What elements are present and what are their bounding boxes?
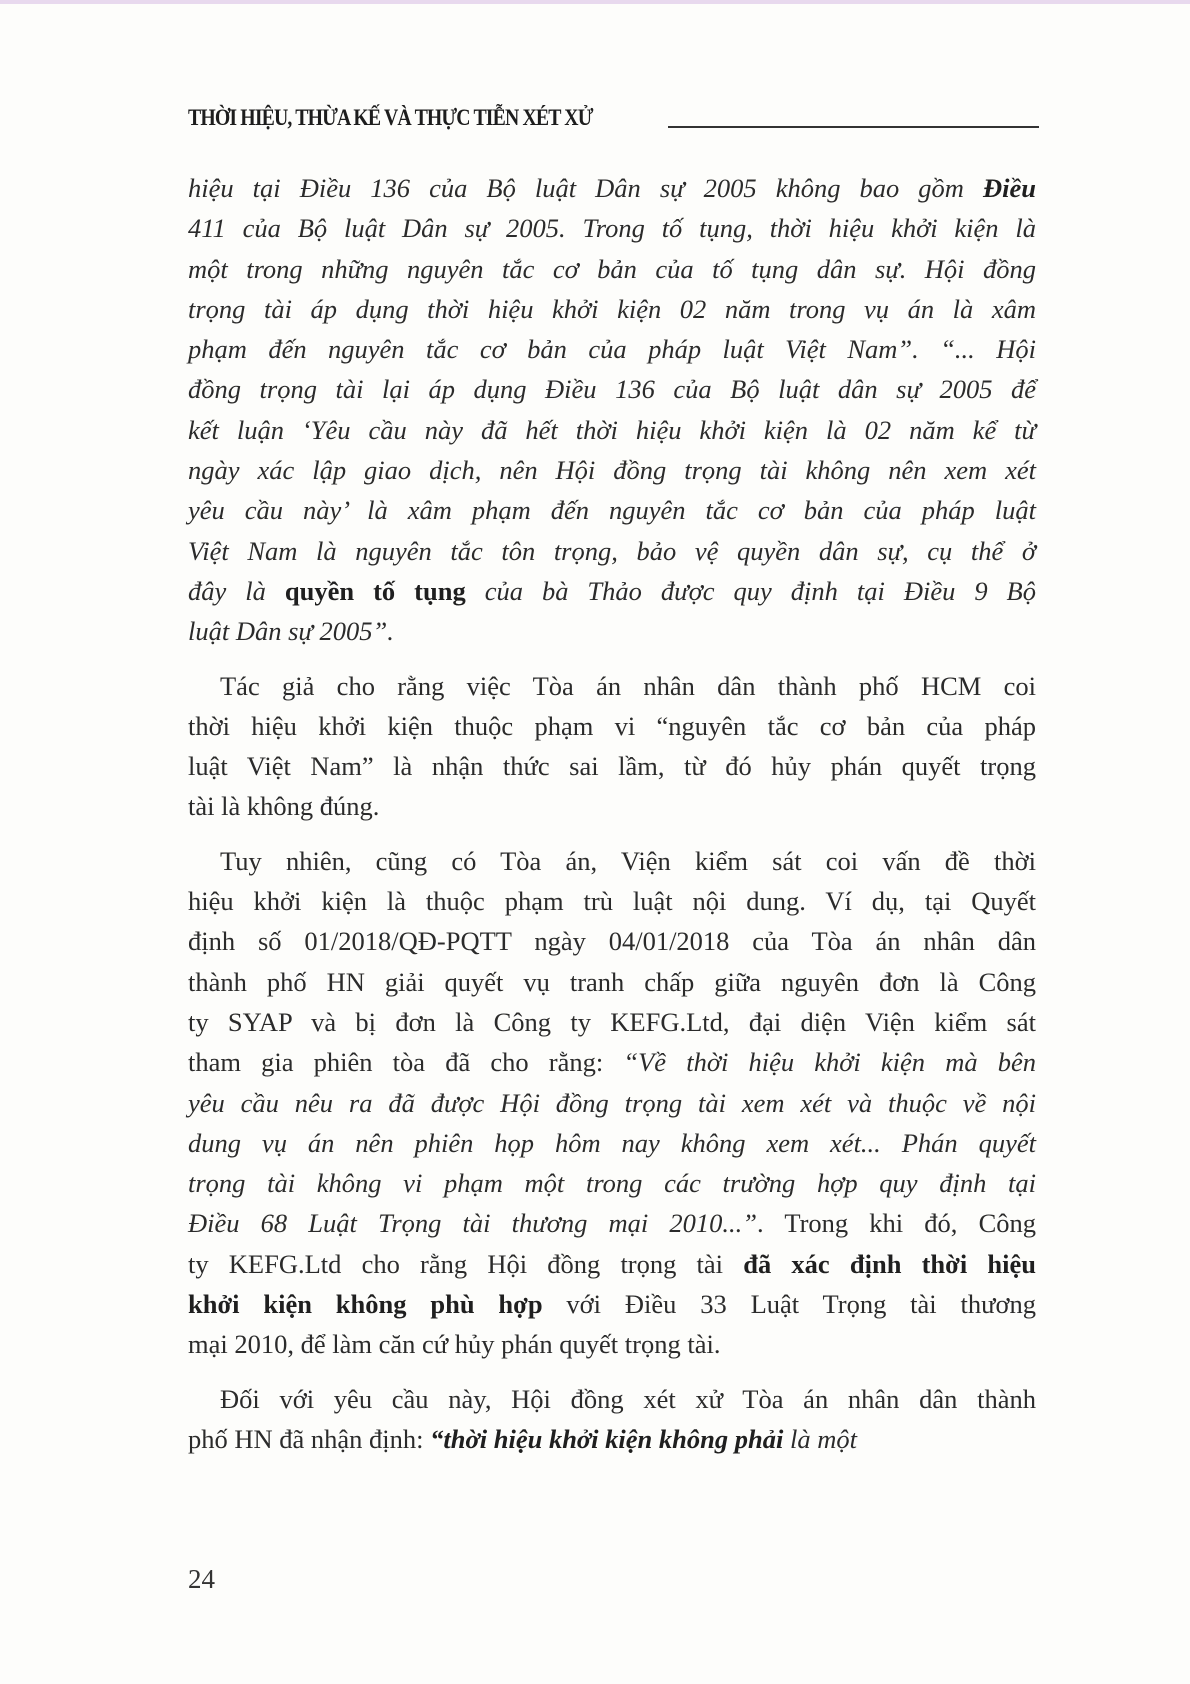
text-line xyxy=(188,450,1036,490)
italic-run: Việt Nam là nguyên tắc tôn trọng, bảo vệ quyền dân sự, cụ thể ở xyxy=(188,535,1036,566)
text-run: thời hiệu khởi kiện thuộc phạm vi “nguyên tắc cơ bản của pháp xyxy=(188,710,1036,741)
italic-run: dung vụ án nên phiên họp hôm nay không xem xét... Phán quyết xyxy=(188,1127,1036,1158)
italic-run: luật Dân sự 2005”. xyxy=(188,616,394,647)
page-number: 24 xyxy=(188,1564,215,1594)
text-run: ty SYAP và bị đơn là Công ty KEFG.Ltd, đại diện Viện kiểm sát xyxy=(188,1006,1036,1037)
italic-run: là một xyxy=(783,1423,857,1454)
text-line xyxy=(188,1203,1036,1243)
paragraph-gap xyxy=(188,652,1036,666)
text-line xyxy=(188,1284,1036,1324)
italic-run: 411 của Bộ luật Dân sự 2005. Trong tố tụng, thời hiệu khởi kiện là xyxy=(188,213,1036,244)
text-line xyxy=(188,666,1036,706)
text-line xyxy=(188,611,1036,651)
text-run: với Điều 33 Luật Trọng tài thương xyxy=(542,1289,1036,1320)
header-rule xyxy=(668,126,1039,128)
text-line xyxy=(188,1419,1036,1459)
text-run: thành phố HN giải quyết vụ tranh chấp giữa nguyên đơn là Công xyxy=(188,966,1036,997)
text-line xyxy=(188,208,1036,248)
text-line xyxy=(188,410,1036,450)
paragraph-gap xyxy=(188,827,1036,841)
text-line xyxy=(188,168,1036,208)
text-line xyxy=(188,1379,1036,1419)
text-line xyxy=(188,571,1036,611)
bold-run: khởi kiện không phù hợp xyxy=(188,1289,543,1320)
italic-run: phạm đến nguyên tắc cơ bản của pháp luật Việt Nam”. “... Hội xyxy=(188,334,1036,365)
text-line xyxy=(188,706,1036,746)
text-run: định số 01/2018/QĐ-PQTT ngày 04/01/2018 của Tòa án nhân dân xyxy=(188,926,1036,957)
text-line xyxy=(188,841,1036,881)
text-run: luật Việt Nam” là nhận thức sai lầm, từ đó hủy phán quyết trọng xyxy=(188,751,1036,782)
running-header xyxy=(188,95,1038,135)
italic-run: “Về thời hiệu khởi kiện mà bên xyxy=(623,1047,1036,1078)
text-run: Tác giả cho rằng việc Tòa án nhân dân thành phố HCM coi xyxy=(220,670,1036,701)
bold-run: quyền tố tụng xyxy=(284,575,466,606)
paragraph-gap xyxy=(188,1365,1036,1379)
text-line xyxy=(188,881,1036,921)
italic-run: đồng trọng tài lại áp dụng Điều 136 của Bộ luật dân sự 2005 để xyxy=(188,374,1036,405)
text-run: . Trong khi đó, Công xyxy=(757,1208,1037,1239)
italic-run: của bà Thảo được quy định tại Điều 9 Bộ xyxy=(465,575,1036,606)
italic-run: Điều 68 Luật Trọng tài thương mại 2010...” xyxy=(188,1208,758,1239)
text-line xyxy=(188,531,1036,571)
running-header-title: THỜI HIỆU, THỪA KẾ VÀ THỰC TIỄN XÉT XỬ xyxy=(188,105,593,130)
bold-run: Điều xyxy=(983,173,1036,203)
bold-run: “thời hiệu khởi kiện không phải xyxy=(430,1423,784,1454)
text-run: tham gia phiên tòa đã cho rằng: xyxy=(188,1047,624,1078)
text-line xyxy=(188,921,1036,961)
text-run: hiệu khởi kiện là thuộc phạm trù luật nội dung. Ví dụ, tại Quyết xyxy=(188,886,1036,917)
paragraph xyxy=(188,666,1036,827)
text-run: Tuy nhiên, cũng có Tòa án, Viện kiểm sát coi vấn đề thời xyxy=(220,845,1036,876)
text-line xyxy=(188,490,1036,530)
text-line xyxy=(188,962,1036,1002)
italic-run: trọng tài áp dụng thời hiệu khởi kiện 02 năm trong vụ án là xâm xyxy=(188,293,1036,324)
text-line xyxy=(188,1002,1036,1042)
text-line xyxy=(188,1244,1036,1284)
text-line xyxy=(188,1324,1036,1364)
text-run: tài là không đúng. xyxy=(188,791,380,822)
text-line xyxy=(188,289,1036,329)
italic-run: đây là xyxy=(188,575,285,606)
text-line xyxy=(188,1042,1036,1082)
text-line xyxy=(188,786,1036,826)
italic-run: kết luận ‘Yêu cầu này đã hết thời hiệu khởi kiện là 02 năm kể từ xyxy=(188,414,1036,445)
text-line xyxy=(188,1163,1036,1203)
italic-run: trọng tài không vi phạm một trong các trường hợp quy định tại xyxy=(188,1168,1036,1199)
text-run: phố HN đã nhận định: xyxy=(188,1423,431,1454)
text-run: ty KEFG.Ltd cho rằng Hội đồng trọng tài xyxy=(188,1248,744,1279)
text-line xyxy=(188,1083,1036,1123)
italic-run: yêu cầu này’ là xâm phạm đến nguyên tắc cơ bản của pháp luật xyxy=(188,495,1036,526)
paragraph xyxy=(188,841,1036,1365)
page-top-edge xyxy=(0,0,1190,4)
text-line xyxy=(188,1123,1036,1163)
italic-run: một trong những nguyên tắc cơ bản của tố tụng dân sự. Hội đồng xyxy=(188,253,1036,284)
text-line xyxy=(188,329,1036,369)
bold-run: đã xác định thời hiệu xyxy=(743,1248,1036,1279)
italic-run: yêu cầu nêu ra đã được Hội đồng trọng tài xem xét và thuộc về nội xyxy=(188,1087,1036,1118)
text-line xyxy=(188,249,1036,289)
text-line xyxy=(188,369,1036,409)
paragraph xyxy=(188,1379,1036,1460)
text-run: Đối với yêu cầu này, Hội đồng xét xử Tòa án nhân dân thành xyxy=(220,1383,1036,1414)
italic-run: hiệu tại Điều 136 của Bộ luật Dân sự 2005 không bao gồm xyxy=(188,173,983,203)
paragraph xyxy=(188,168,1036,652)
text-run: mại 2010, để làm căn cứ hủy phán quyết trọng tài. xyxy=(188,1329,721,1360)
text-line xyxy=(188,746,1036,786)
body-text xyxy=(188,168,1036,1459)
italic-run: ngày xác lập giao dịch, nên Hội đồng trọng tài không nên xem xét xyxy=(188,455,1036,486)
